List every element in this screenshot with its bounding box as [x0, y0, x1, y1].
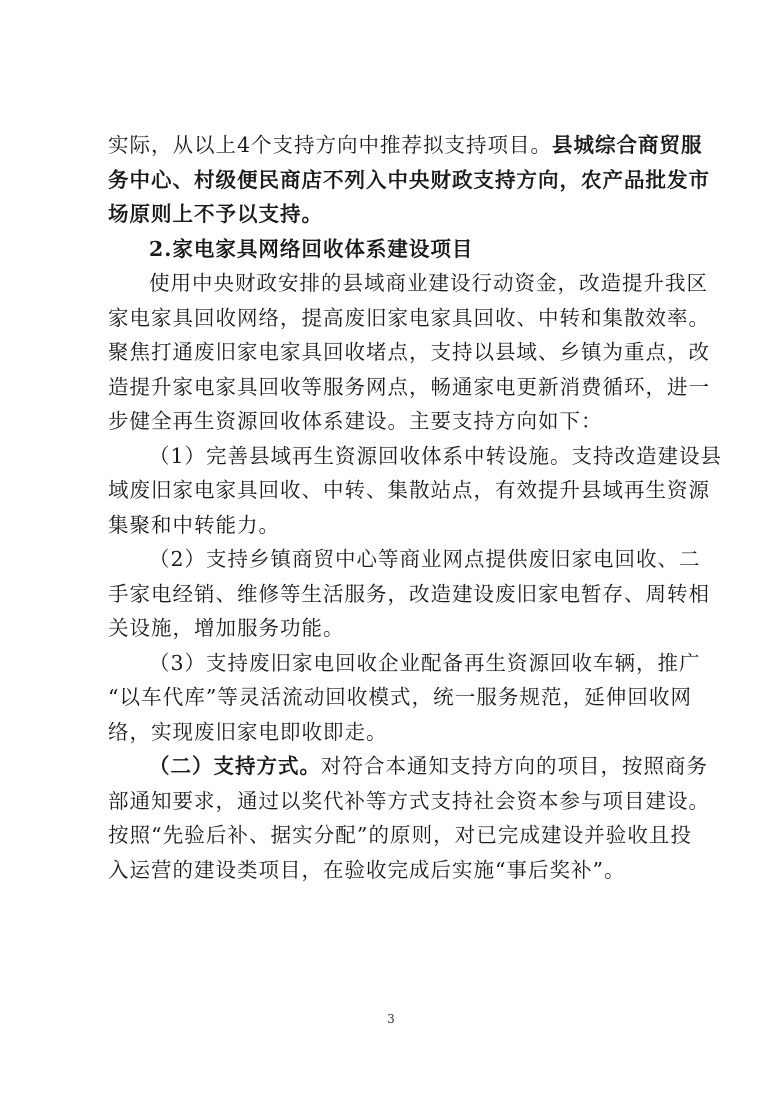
text-line: 步健全再生资源回收体系建设。主要支持方向如下：	[108, 409, 603, 433]
text-line: 手家电经销、维修等生活服务，改造建设废旧家电暂存、周转相	[108, 581, 710, 606]
text-line: 入运营的建设类项目，在验收完成后实施“事后奖补”。	[108, 857, 626, 882]
text-line: 域废旧家电家具回收、中转、集散站点，有效提升县域再生资源	[108, 478, 710, 502]
text-segment: 对符合本通知支持方向的项目，按照商务	[321, 754, 708, 778]
text-line: 集聚和中转能力。	[108, 512, 280, 537]
text-line: “以车代库”等灵活流动回收模式，统一服务规范，延伸回收网	[108, 685, 692, 709]
list-item-3	[108, 646, 701, 750]
document-body	[108, 128, 723, 887]
bold-text-segment: （二）支持方式。	[149, 754, 321, 778]
text-line	[108, 749, 708, 784]
text-line: 络，实现废旧家电即收即走。	[108, 719, 388, 744]
paragraph-continuation	[108, 128, 710, 232]
text-line: 造提升家电家具回收等服务网点，畅通家电更新消费循环，进一	[108, 374, 710, 399]
text-segment: 实际，从以上4个支持方向中推荐拟支持项目。	[108, 133, 553, 157]
text-line	[108, 128, 703, 163]
list-item-2	[108, 542, 710, 646]
bold-text-segment: 县城综合商贸服	[552, 133, 703, 157]
paragraph-support-method	[108, 749, 710, 887]
text-line: 关设施，增加服务功能。	[108, 616, 345, 640]
text-line: 务中心、村级便民商店不列入中央财政支持方向，农产品批发市	[108, 167, 710, 192]
list-item-1	[108, 439, 723, 543]
text-line: 场原则上不予以支持。	[108, 202, 323, 226]
text-line: 按照“先验后补、据实分配”的原则，对已完成建设并验收且投	[108, 823, 692, 847]
text-line: 使用中央财政安排的县域商业建设行动资金，改造提升我区	[149, 271, 708, 295]
text-line: （1）完善县域再生资源回收体系中转设施。支持改造建设县	[149, 443, 723, 468]
section-heading: 2.家电家具网络回收体系建设项目	[149, 236, 474, 261]
text-line: （2）支持乡镇商贸中心等商业网点提供废旧家电回收、二	[149, 547, 701, 571]
page-number: 3	[387, 1012, 395, 1026]
text-line: （3）支持废旧家电回收企业配备再生资源回收车辆，推广	[149, 650, 701, 675]
text-line: 部通知要求，通过以奖代补等方式支持社会资本参与项目建设。	[108, 788, 710, 813]
text-line: 聚焦打通废旧家电家具回收堵点，支持以县域、乡镇为重点，改	[108, 340, 710, 364]
paragraph-intro	[108, 266, 710, 439]
text-line: 家电家具回收网络，提高废旧家电家具回收、中转和集散效率。	[108, 305, 710, 330]
